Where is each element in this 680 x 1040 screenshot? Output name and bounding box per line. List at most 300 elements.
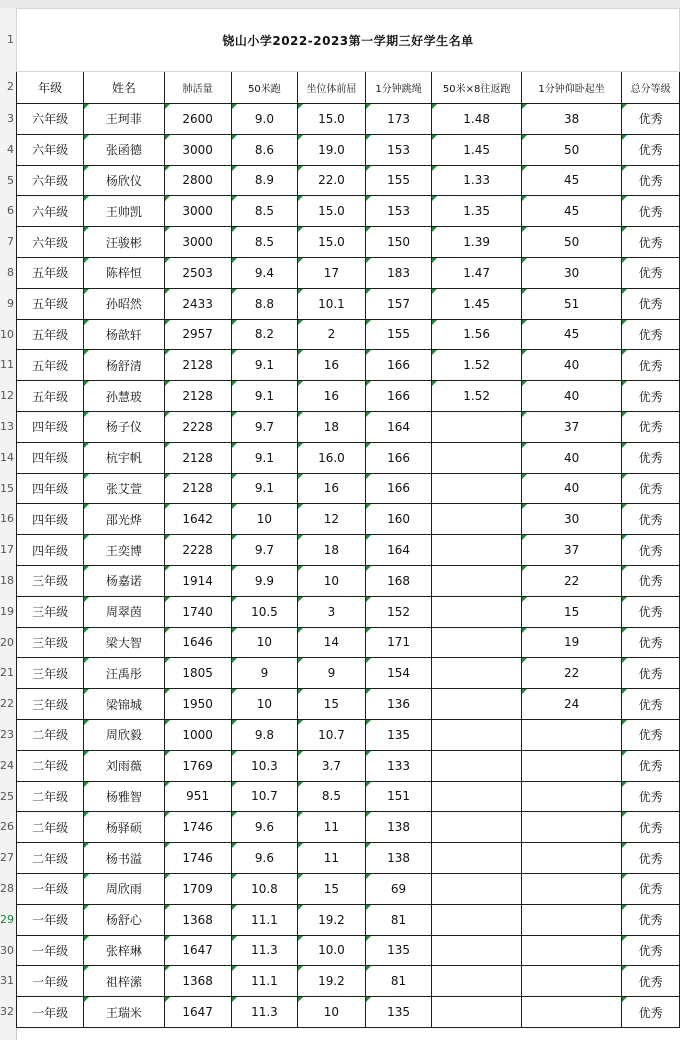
cell-sit-ups[interactable] xyxy=(521,627,621,658)
cell-sit-ups[interactable] xyxy=(521,658,621,689)
cell-level[interactable] xyxy=(622,504,680,535)
cell-name[interactable] xyxy=(84,565,164,596)
cell-name[interactable] xyxy=(84,535,164,566)
cell-name[interactable] xyxy=(84,750,164,781)
cell-run-50m[interactable] xyxy=(231,257,297,288)
cell-jump-rope[interactable] xyxy=(365,227,432,258)
cell-sit-ups[interactable] xyxy=(521,227,621,258)
row-number[interactable]: 31 xyxy=(0,973,14,987)
cell-sit-reach[interactable] xyxy=(298,319,366,350)
cell-grade[interactable] xyxy=(17,812,84,843)
header-level[interactable]: 总分等级 xyxy=(622,72,680,104)
cell-grade[interactable] xyxy=(17,227,84,258)
cell-level[interactable] xyxy=(622,134,680,165)
cell-sit-ups[interactable] xyxy=(521,843,621,874)
cell-sit-ups[interactable] xyxy=(521,935,621,966)
cell-run-50m[interactable] xyxy=(231,843,297,874)
header-sit-reach[interactable]: 坐位体前屈 xyxy=(298,72,366,104)
row-number[interactable]: 10 xyxy=(0,327,14,341)
cell-sit-ups[interactable] xyxy=(521,319,621,350)
cell-vital-capacity[interactable] xyxy=(164,596,231,627)
cell-vital-capacity[interactable] xyxy=(164,381,231,412)
cell-shuttle-run[interactable] xyxy=(432,812,522,843)
cell-shuttle-run[interactable] xyxy=(432,565,522,596)
header-grade[interactable]: 年级 xyxy=(17,72,84,104)
cell-sit-reach[interactable] xyxy=(298,381,366,412)
cell-name[interactable] xyxy=(84,442,164,473)
cell-sit-reach[interactable] xyxy=(298,350,366,381)
cell-level[interactable] xyxy=(622,658,680,689)
row-number[interactable]: 14 xyxy=(0,450,14,464)
cell-sit-reach[interactable] xyxy=(298,750,366,781)
row-number-gutter[interactable] xyxy=(0,8,17,1040)
cell-jump-rope[interactable] xyxy=(365,473,432,504)
cell-run-50m[interactable] xyxy=(231,689,297,720)
cell-jump-rope[interactable] xyxy=(365,288,432,319)
cell-name[interactable] xyxy=(84,812,164,843)
cell-run-50m[interactable] xyxy=(231,165,297,196)
cell-grade[interactable] xyxy=(17,843,84,874)
cell-run-50m[interactable] xyxy=(231,227,297,258)
cell-shuttle-run[interactable] xyxy=(432,966,522,997)
cell-sit-reach[interactable] xyxy=(298,719,366,750)
cell-jump-rope[interactable] xyxy=(365,596,432,627)
cell-grade[interactable] xyxy=(17,257,84,288)
row-number[interactable]: 7 xyxy=(7,234,14,248)
cell-level[interactable] xyxy=(622,565,680,596)
header-shuttle-run[interactable]: 50米×8往返跑 xyxy=(432,72,522,104)
row-number[interactable]: 5 xyxy=(7,173,14,187)
cell-grade[interactable] xyxy=(17,904,84,935)
cell-sit-ups[interactable] xyxy=(521,134,621,165)
cell-name[interactable] xyxy=(84,719,164,750)
cell-shuttle-run[interactable] xyxy=(432,104,522,135)
cell-level[interactable] xyxy=(622,812,680,843)
row-number[interactable]: 21 xyxy=(0,665,14,679)
cell-vital-capacity[interactable] xyxy=(164,719,231,750)
cell-grade[interactable] xyxy=(17,997,84,1028)
cell-grade[interactable] xyxy=(17,966,84,997)
cell-shuttle-run[interactable] xyxy=(432,627,522,658)
cell-sit-ups[interactable] xyxy=(521,565,621,596)
cell-jump-rope[interactable] xyxy=(365,535,432,566)
cell-run-50m[interactable] xyxy=(231,381,297,412)
cell-grade[interactable] xyxy=(17,873,84,904)
cell-vital-capacity[interactable] xyxy=(164,535,231,566)
cell-sit-ups[interactable] xyxy=(521,257,621,288)
cell-name[interactable] xyxy=(84,873,164,904)
header-sit-ups[interactable]: 1分钟仰卧起坐 xyxy=(521,72,621,104)
cell-sit-reach[interactable] xyxy=(298,134,366,165)
cell-sit-ups[interactable] xyxy=(521,997,621,1028)
row-number[interactable]: 32 xyxy=(0,1004,14,1018)
cell-jump-rope[interactable] xyxy=(365,196,432,227)
cell-level[interactable] xyxy=(622,535,680,566)
cell-jump-rope[interactable] xyxy=(365,104,432,135)
cell-sit-reach[interactable] xyxy=(298,473,366,504)
cell-level[interactable] xyxy=(622,196,680,227)
cell-sit-reach[interactable] xyxy=(298,966,366,997)
cell-run-50m[interactable] xyxy=(231,104,297,135)
cell-name[interactable] xyxy=(84,781,164,812)
cell-sit-ups[interactable] xyxy=(521,411,621,442)
cell-level[interactable] xyxy=(622,411,680,442)
cell-grade[interactable] xyxy=(17,442,84,473)
cell-grade[interactable] xyxy=(17,935,84,966)
cell-shuttle-run[interactable] xyxy=(432,997,522,1028)
row-number[interactable]: 12 xyxy=(0,388,14,402)
cell-run-50m[interactable] xyxy=(231,719,297,750)
cell-shuttle-run[interactable] xyxy=(432,319,522,350)
cell-shuttle-run[interactable] xyxy=(432,473,522,504)
cell-sit-ups[interactable] xyxy=(521,812,621,843)
cell-sit-reach[interactable] xyxy=(298,288,366,319)
cell-name[interactable] xyxy=(84,935,164,966)
cell-vital-capacity[interactable] xyxy=(164,935,231,966)
row-number[interactable]: 8 xyxy=(7,265,14,279)
cell-sit-reach[interactable] xyxy=(298,781,366,812)
row-number[interactable]: 17 xyxy=(0,542,14,556)
cell-vital-capacity[interactable] xyxy=(164,750,231,781)
cell-vital-capacity[interactable] xyxy=(164,627,231,658)
row-number[interactable]: 20 xyxy=(0,635,14,649)
cell-vital-capacity[interactable] xyxy=(164,227,231,258)
cell-vital-capacity[interactable] xyxy=(164,350,231,381)
cell-name[interactable] xyxy=(84,134,164,165)
cell-run-50m[interactable] xyxy=(231,935,297,966)
cell-shuttle-run[interactable] xyxy=(432,843,522,874)
cell-level[interactable] xyxy=(622,381,680,412)
cell-sit-ups[interactable] xyxy=(521,719,621,750)
cell-jump-rope[interactable] xyxy=(365,627,432,658)
row-number[interactable]: 4 xyxy=(7,142,14,156)
cell-run-50m[interactable] xyxy=(231,350,297,381)
cell-grade[interactable] xyxy=(17,134,84,165)
cell-jump-rope[interactable] xyxy=(365,935,432,966)
sheet-title[interactable]: 铙山小学2022-2023第一学期三好学生名单 xyxy=(17,9,680,72)
cell-sit-reach[interactable] xyxy=(298,565,366,596)
cell-level[interactable] xyxy=(622,781,680,812)
cell-sit-reach[interactable] xyxy=(298,535,366,566)
cell-vital-capacity[interactable] xyxy=(164,165,231,196)
cell-level[interactable] xyxy=(622,719,680,750)
cell-run-50m[interactable] xyxy=(231,873,297,904)
cell-sit-reach[interactable] xyxy=(298,227,366,258)
cell-shuttle-run[interactable] xyxy=(432,689,522,720)
cell-grade[interactable] xyxy=(17,319,84,350)
cell-name[interactable] xyxy=(84,227,164,258)
cell-sit-reach[interactable] xyxy=(298,104,366,135)
cell-run-50m[interactable] xyxy=(231,196,297,227)
cell-sit-ups[interactable] xyxy=(521,350,621,381)
cell-sit-reach[interactable] xyxy=(298,658,366,689)
cell-name[interactable] xyxy=(84,596,164,627)
cell-shuttle-run[interactable] xyxy=(432,781,522,812)
row-number[interactable]: 23 xyxy=(0,727,14,741)
cell-level[interactable] xyxy=(622,350,680,381)
cell-shuttle-run[interactable] xyxy=(432,227,522,258)
cell-run-50m[interactable] xyxy=(231,411,297,442)
cell-vital-capacity[interactable] xyxy=(164,196,231,227)
cell-jump-rope[interactable] xyxy=(365,689,432,720)
cell-shuttle-run[interactable] xyxy=(432,288,522,319)
cell-jump-rope[interactable] xyxy=(365,873,432,904)
cell-vital-capacity[interactable] xyxy=(164,689,231,720)
cell-sit-reach[interactable] xyxy=(298,165,366,196)
cell-sit-ups[interactable] xyxy=(521,750,621,781)
cell-name[interactable] xyxy=(84,165,164,196)
row-number[interactable]: 6 xyxy=(7,203,14,217)
header-name[interactable]: 姓名 xyxy=(84,72,164,104)
cell-grade[interactable] xyxy=(17,350,84,381)
cell-sit-ups[interactable] xyxy=(521,781,621,812)
cell-sit-ups[interactable] xyxy=(521,873,621,904)
cell-sit-ups[interactable] xyxy=(521,288,621,319)
cell-vital-capacity[interactable] xyxy=(164,473,231,504)
cell-level[interactable] xyxy=(622,257,680,288)
cell-grade[interactable] xyxy=(17,165,84,196)
cell-run-50m[interactable] xyxy=(231,997,297,1028)
cell-run-50m[interactable] xyxy=(231,627,297,658)
cell-sit-ups[interactable] xyxy=(521,904,621,935)
cell-grade[interactable] xyxy=(17,719,84,750)
cell-level[interactable] xyxy=(622,104,680,135)
cell-vital-capacity[interactable] xyxy=(164,257,231,288)
row-number[interactable]: 2 xyxy=(7,80,14,93)
cell-jump-rope[interactable] xyxy=(365,411,432,442)
cell-name[interactable] xyxy=(84,904,164,935)
cell-grade[interactable] xyxy=(17,381,84,412)
cell-sit-reach[interactable] xyxy=(298,843,366,874)
cell-run-50m[interactable] xyxy=(231,288,297,319)
cell-vital-capacity[interactable] xyxy=(164,288,231,319)
cell-sit-reach[interactable] xyxy=(298,812,366,843)
cell-shuttle-run[interactable] xyxy=(432,904,522,935)
cell-shuttle-run[interactable] xyxy=(432,658,522,689)
cell-name[interactable] xyxy=(84,966,164,997)
row-number[interactable]: 24 xyxy=(0,758,14,772)
cell-shuttle-run[interactable] xyxy=(432,350,522,381)
cell-vital-capacity[interactable] xyxy=(164,134,231,165)
cell-level[interactable] xyxy=(622,319,680,350)
cell-level[interactable] xyxy=(622,442,680,473)
cell-name[interactable] xyxy=(84,997,164,1028)
row-number[interactable]: 30 xyxy=(0,943,14,957)
cell-name[interactable] xyxy=(84,381,164,412)
cell-grade[interactable] xyxy=(17,750,84,781)
row-number[interactable]: 25 xyxy=(0,789,14,803)
cell-jump-rope[interactable] xyxy=(365,966,432,997)
cell-shuttle-run[interactable] xyxy=(432,935,522,966)
cell-grade[interactable] xyxy=(17,658,84,689)
cell-sit-ups[interactable] xyxy=(521,442,621,473)
cell-run-50m[interactable] xyxy=(231,812,297,843)
cell-jump-rope[interactable] xyxy=(365,381,432,412)
cell-shuttle-run[interactable] xyxy=(432,535,522,566)
cell-grade[interactable] xyxy=(17,535,84,566)
header-vital-capacity[interactable]: 肺活量 xyxy=(164,72,231,104)
cell-name[interactable] xyxy=(84,104,164,135)
cell-jump-rope[interactable] xyxy=(365,658,432,689)
cell-grade[interactable] xyxy=(17,104,84,135)
cell-shuttle-run[interactable] xyxy=(432,596,522,627)
cell-sit-reach[interactable] xyxy=(298,504,366,535)
cell-sit-reach[interactable] xyxy=(298,596,366,627)
cell-shuttle-run[interactable] xyxy=(432,134,522,165)
cell-run-50m[interactable] xyxy=(231,134,297,165)
cell-jump-rope[interactable] xyxy=(365,257,432,288)
row-number[interactable]: 16 xyxy=(0,511,14,525)
cell-vital-capacity[interactable] xyxy=(164,104,231,135)
cell-jump-rope[interactable] xyxy=(365,719,432,750)
cell-shuttle-run[interactable] xyxy=(432,873,522,904)
cell-sit-ups[interactable] xyxy=(521,966,621,997)
cell-jump-rope[interactable] xyxy=(365,319,432,350)
row-number[interactable]: 15 xyxy=(0,481,14,495)
cell-level[interactable] xyxy=(622,997,680,1028)
cell-vital-capacity[interactable] xyxy=(164,843,231,874)
cell-name[interactable] xyxy=(84,473,164,504)
cell-sit-reach[interactable] xyxy=(298,904,366,935)
cell-name[interactable] xyxy=(84,689,164,720)
cell-sit-reach[interactable] xyxy=(298,257,366,288)
cell-sit-ups[interactable] xyxy=(521,104,621,135)
cell-name[interactable] xyxy=(84,196,164,227)
cell-vital-capacity[interactable] xyxy=(164,966,231,997)
cell-jump-rope[interactable] xyxy=(365,442,432,473)
cell-sit-reach[interactable] xyxy=(298,873,366,904)
row-number[interactable]: 29 xyxy=(0,912,14,926)
row-number[interactable]: 26 xyxy=(0,819,14,833)
cell-level[interactable] xyxy=(622,473,680,504)
cell-jump-rope[interactable] xyxy=(365,904,432,935)
cell-shuttle-run[interactable] xyxy=(432,750,522,781)
cell-sit-reach[interactable] xyxy=(298,627,366,658)
cell-vital-capacity[interactable] xyxy=(164,781,231,812)
cell-vital-capacity[interactable] xyxy=(164,997,231,1028)
cell-jump-rope[interactable] xyxy=(365,843,432,874)
cell-grade[interactable] xyxy=(17,288,84,319)
cell-name[interactable] xyxy=(84,257,164,288)
header-run-50m[interactable]: 50米跑 xyxy=(231,72,297,104)
cell-vital-capacity[interactable] xyxy=(164,319,231,350)
row-number[interactable]: 9 xyxy=(7,296,14,310)
cell-level[interactable] xyxy=(622,873,680,904)
cell-shuttle-run[interactable] xyxy=(432,257,522,288)
cell-jump-rope[interactable] xyxy=(365,997,432,1028)
cell-sit-reach[interactable] xyxy=(298,442,366,473)
row-number[interactable]: 11 xyxy=(0,357,14,371)
cell-grade[interactable] xyxy=(17,196,84,227)
cell-vital-capacity[interactable] xyxy=(164,442,231,473)
row-number[interactable]: 1 xyxy=(7,32,14,46)
row-number[interactable]: 22 xyxy=(0,696,14,710)
cell-jump-rope[interactable] xyxy=(365,750,432,781)
cell-level[interactable] xyxy=(622,904,680,935)
cell-run-50m[interactable] xyxy=(231,750,297,781)
cell-jump-rope[interactable] xyxy=(365,781,432,812)
cell-shuttle-run[interactable] xyxy=(432,411,522,442)
cell-grade[interactable] xyxy=(17,504,84,535)
cell-sit-ups[interactable] xyxy=(521,689,621,720)
cell-sit-ups[interactable] xyxy=(521,381,621,412)
cell-sit-ups[interactable] xyxy=(521,473,621,504)
cell-name[interactable] xyxy=(84,504,164,535)
cell-level[interactable] xyxy=(622,627,680,658)
cell-jump-rope[interactable] xyxy=(365,504,432,535)
cell-name[interactable] xyxy=(84,843,164,874)
row-number[interactable]: 19 xyxy=(0,604,14,618)
cell-name[interactable] xyxy=(84,658,164,689)
cell-level[interactable] xyxy=(622,966,680,997)
cell-name[interactable] xyxy=(84,288,164,319)
cell-run-50m[interactable] xyxy=(231,966,297,997)
cell-sit-ups[interactable] xyxy=(521,596,621,627)
row-number[interactable]: 13 xyxy=(0,419,14,433)
cell-level[interactable] xyxy=(622,689,680,720)
cell-grade[interactable] xyxy=(17,565,84,596)
cell-grade[interactable] xyxy=(17,627,84,658)
cell-sit-ups[interactable] xyxy=(521,165,621,196)
cell-sit-ups[interactable] xyxy=(521,504,621,535)
cell-name[interactable] xyxy=(84,627,164,658)
row-number[interactable]: 27 xyxy=(0,850,14,864)
cell-grade[interactable] xyxy=(17,473,84,504)
cell-sit-reach[interactable] xyxy=(298,411,366,442)
cell-vital-capacity[interactable] xyxy=(164,658,231,689)
cell-name[interactable] xyxy=(84,319,164,350)
cell-shuttle-run[interactable] xyxy=(432,196,522,227)
cell-grade[interactable] xyxy=(17,596,84,627)
cell-run-50m[interactable] xyxy=(231,535,297,566)
cell-level[interactable] xyxy=(622,227,680,258)
row-number[interactable]: 3 xyxy=(7,111,14,125)
cell-jump-rope[interactable] xyxy=(365,350,432,381)
cell-run-50m[interactable] xyxy=(231,442,297,473)
cell-level[interactable] xyxy=(622,843,680,874)
cell-sit-reach[interactable] xyxy=(298,997,366,1028)
cell-name[interactable] xyxy=(84,350,164,381)
cell-run-50m[interactable] xyxy=(231,565,297,596)
cell-run-50m[interactable] xyxy=(231,658,297,689)
cell-run-50m[interactable] xyxy=(231,904,297,935)
header-jump-rope[interactable]: 1分钟跳绳 xyxy=(365,72,432,104)
cell-shuttle-run[interactable] xyxy=(432,504,522,535)
cell-run-50m[interactable] xyxy=(231,596,297,627)
cell-name[interactable] xyxy=(84,411,164,442)
cell-sit-ups[interactable] xyxy=(521,535,621,566)
cell-jump-rope[interactable] xyxy=(365,134,432,165)
cell-grade[interactable] xyxy=(17,781,84,812)
cell-shuttle-run[interactable] xyxy=(432,442,522,473)
cell-run-50m[interactable] xyxy=(231,473,297,504)
cell-vital-capacity[interactable] xyxy=(164,411,231,442)
cell-shuttle-run[interactable] xyxy=(432,165,522,196)
cell-level[interactable] xyxy=(622,596,680,627)
cell-level[interactable] xyxy=(622,165,680,196)
row-number[interactable]: 18 xyxy=(0,573,14,587)
cell-sit-ups[interactable] xyxy=(521,196,621,227)
cell-shuttle-run[interactable] xyxy=(432,381,522,412)
cell-run-50m[interactable] xyxy=(231,319,297,350)
cell-level[interactable] xyxy=(622,288,680,319)
cell-grade[interactable] xyxy=(17,689,84,720)
cell-sit-reach[interactable] xyxy=(298,935,366,966)
cell-jump-rope[interactable] xyxy=(365,565,432,596)
cell-vital-capacity[interactable] xyxy=(164,565,231,596)
cell-level[interactable] xyxy=(622,935,680,966)
cell-vital-capacity[interactable] xyxy=(164,504,231,535)
